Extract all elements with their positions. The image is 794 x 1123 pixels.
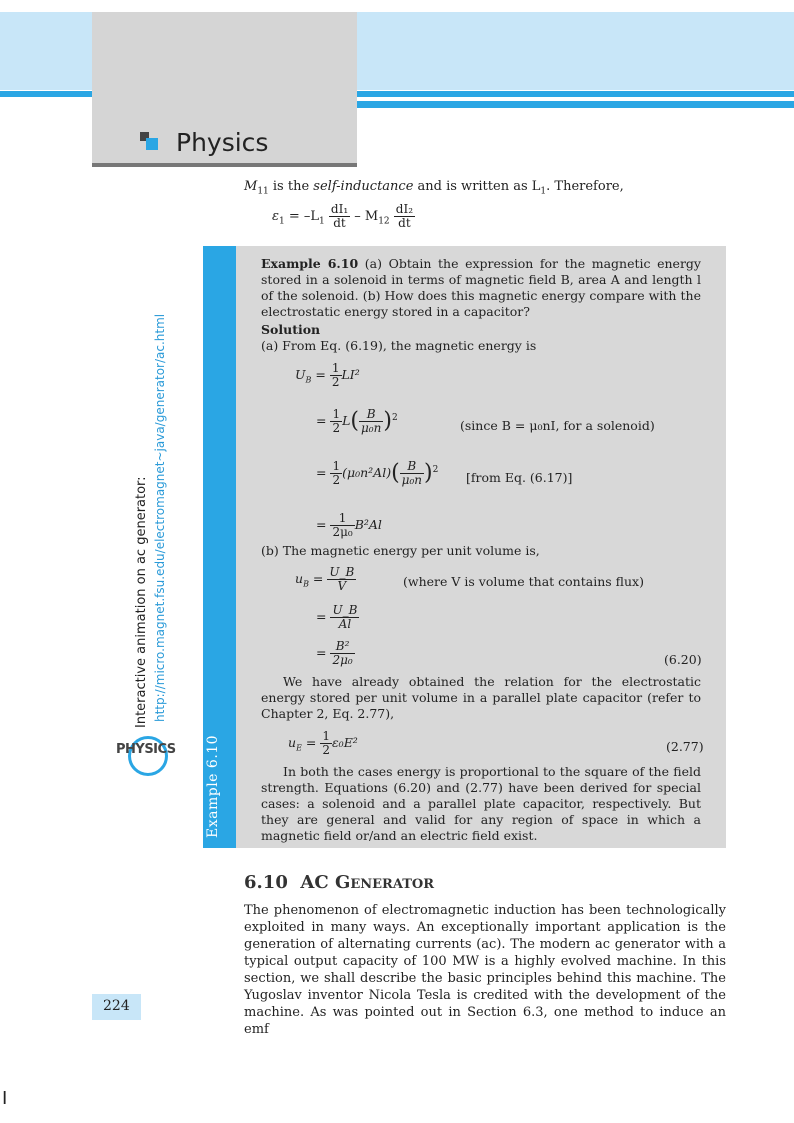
equation-4: = $\frac{1}{\text{2μ₀}}$ B²Al bbox=[316, 511, 382, 539]
equation-7: = $\frac{\text{B²}}{\text{2μ₀}}$ bbox=[316, 639, 353, 667]
equation-1: $U_B$ = $\frac{1}{2}$ LI² bbox=[295, 361, 360, 389]
example-question: Example 6.10 (a) Obtain the expression for the magnetic energy stored in a solenoid in terms of magnetic field B, area A and length l of the solenoid. (b) How does this magnetic energy compare with the electrostatic energy stored in a capacitor? bbox=[261, 256, 701, 319]
page-header-title: Physics bbox=[176, 128, 269, 157]
example-paragraph-1: We have already obtained the relation for the electrostatic energy stored per unit volume in a parallel plate capacitor (refer to Chapter 2, Eq. 2.77), bbox=[261, 674, 701, 721]
equation-8-number: (2.77) bbox=[666, 739, 704, 754]
corner-mark-bottom: I bbox=[2, 1088, 8, 1109]
equation-2-note: (since B = μ₀nI, for a solenoid) bbox=[460, 418, 655, 433]
intro-equation: $\varepsilon_1 = -L_1$ $\frac{\text{dI₁}}{dt}$ – $M_{12}$ $\frac{\text{dI₂}}{dt}$ bbox=[272, 202, 414, 230]
header-underline bbox=[92, 163, 357, 167]
equation-5-note: (where V is volume that contains flux) bbox=[403, 574, 644, 589]
header-stripe-2 bbox=[356, 101, 794, 108]
sidebar-caption: Interactive animation on ac generator: bbox=[134, 476, 149, 728]
section-heading: 6.10 AC Generator bbox=[244, 872, 435, 893]
example-side-label: Example 6.10 bbox=[205, 734, 221, 838]
intro-line: $M_{11}$ is the self-inductance and is written as $L_1$. Therefore, bbox=[244, 179, 624, 197]
part-b-intro: (b) The magnetic energy per unit volume is, bbox=[261, 543, 540, 558]
sidebar-link[interactable]: http://micro.magnet.fsu.edu/electromagnet~java/generator/ac.html bbox=[153, 313, 167, 722]
example-heading: Example 6.10 bbox=[261, 256, 359, 271]
part-a-intro: (a) From Eq. (6.19), the magnetic energy is bbox=[261, 338, 537, 353]
equation-6: = $\frac{U\_B}{Al}$ bbox=[316, 603, 358, 631]
solution-label: Solution bbox=[261, 322, 321, 337]
example-paragraph-2: In both the cases energy is proportional to the square of the field strength. Equations (6.20) and (2.77) have been derived for special cases: a solenoid and a parallel plate capacitor, respectively. But they are general and valid for any region of space in which a magnetic field or/and an electric field exist. bbox=[261, 764, 701, 843]
physics-logo: PHYSICS bbox=[116, 742, 176, 757]
equation-7-number: (6.20) bbox=[664, 652, 702, 667]
equation-3: = $\frac{1}{2}$ (μ₀n²Al)( $\frac{B}{\text{μ₀n}}$ )$^2$ bbox=[316, 459, 439, 487]
equation-2: = $\frac{1}{2}$ L( $\frac{B}{\text{μ₀n}}$ )$^2$ bbox=[316, 407, 398, 435]
page-number: 224 bbox=[103, 998, 130, 1014]
equation-5: $u_B$ = $\frac{U\_B}{V}$ bbox=[295, 565, 355, 593]
section-body: The phenomenon of electromagnetic induction has been technologically exploited in many ways. An exceptionally important application is the generation of alternating currents (ac). The modern ac generator with a typical output capacity of 100 MW is a highly evolved machine. In this section, we shall describe the basic principles behind this machine. The Yugoslav inventor Nicola Tesla is credited with the development of the machine. As was pointed out in Section 6.3, one method to induce an emf bbox=[244, 903, 726, 1037]
equation-3-note: [from Eq. (6.17)] bbox=[466, 470, 573, 485]
equation-8: $u_E$ = $\frac{1}{2}$ ε₀E² bbox=[288, 729, 358, 757]
header-squares-icon bbox=[140, 132, 162, 154]
